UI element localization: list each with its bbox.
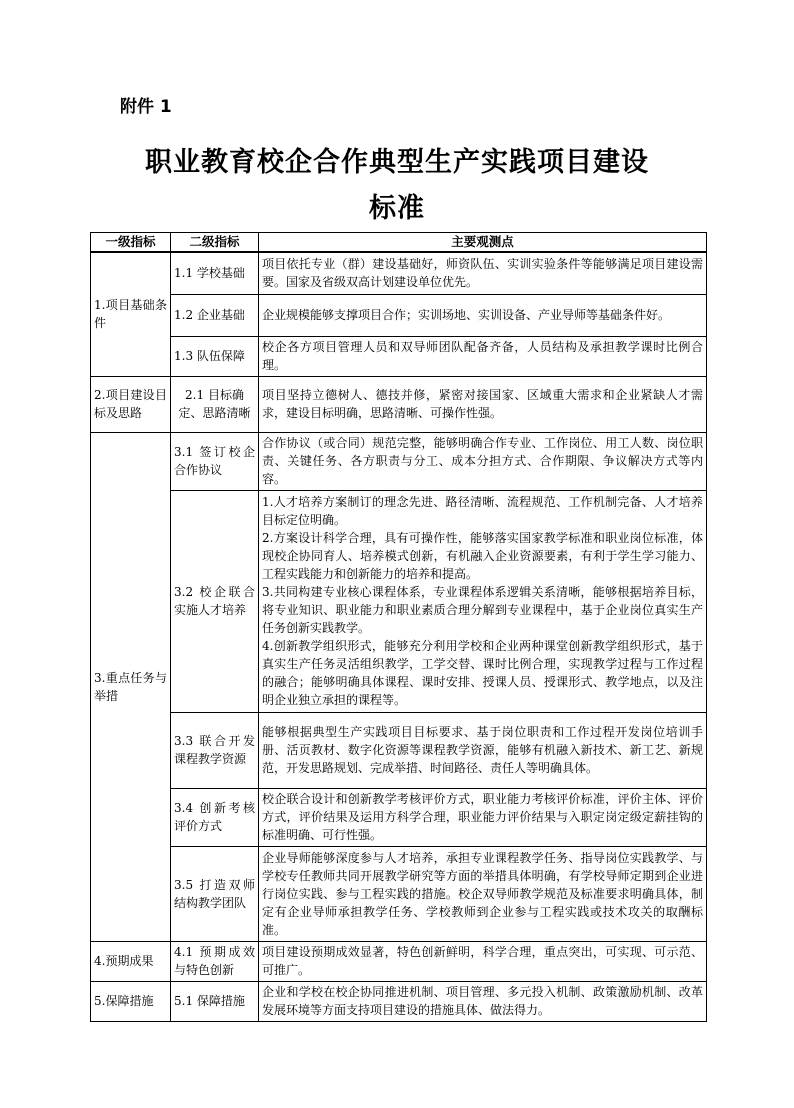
level2-cell: 3.4 创新考核评价方式 <box>171 788 259 846</box>
level2-cell: 4.1 预期成效与特色创新 <box>171 941 259 981</box>
header-observation-points: 主要观测点 <box>259 233 707 253</box>
observation-item: 3.共同构建专业核心课程体系，专业课程体系逻辑关系清晰，能够根据培养目标，将专业知识、职业能力和职业素质合理分解到专业课程中，基于企业岗位真实生产任务创新实践教学。 <box>262 585 703 635</box>
level1-cell: 4.预期成果 <box>91 941 171 981</box>
level2-cell: 1.1 学校基础 <box>171 252 259 294</box>
table-row <box>91 490 707 712</box>
standards-table <box>90 232 707 1022</box>
table-row <box>91 941 707 981</box>
observation-cell: 校企各方项目管理人员和双导师团队配备齐备，人员结构及承担教学课时比例合理。 <box>259 336 707 376</box>
level2-cell: 1.3 队伍保障 <box>171 336 259 376</box>
observation-cell: 企业和学校在校企协同推进机制、项目管理、多元投入机制、政策激励机制、改革发展环境等方面支持项目建设的措施具体、做法得力。 <box>259 981 707 1021</box>
table-row <box>91 376 707 432</box>
level1-cell: 3.重点任务与举措 <box>91 432 171 941</box>
observation-item: 2.方案设计科学合理，具有可操作性，能够落实国家教学标准和职业岗位标准，体现校企协同育人、培养模式创新，有机融入企业资源要素，有利于学生学习能力、工程实践能力和创新能力的培养和提高。 <box>262 531 703 581</box>
observation-cell: 校企联合设计和创新教学考核评价方式，职业能力考核评价标准，评价主体、评价方式，评价结果及运用方科学合理，职业能力评价结果与入职定岗定级定薪挂钩的标准明确、可行性强。 <box>259 788 707 846</box>
table-row <box>91 294 707 336</box>
observation-item: 4.创新教学组织形式，能够充分利用学校和企业两种课堂创新教学组织形式，基于真实生产任务灵活组织教学，工学交替、课时比例合理，实现教学过程与工作过程的融合；能够明确具体课程、课时安排、授课人员、授课形式、教学地点，以及注明企业独立承担的课程等。 <box>262 639 703 707</box>
document-title-line-1: 职业教育校企合作典型生产实践项目建设 <box>145 147 649 178</box>
level2-cell: 3.1 签订校企合作协议 <box>171 432 259 490</box>
document-title-line-2: 标准 <box>369 193 425 224</box>
table-row <box>91 788 707 846</box>
observation-cell: 能够根据典型生产实践项目目标要求、基于岗位职责和工作过程开发岗位培训手册、活页教材、数字化资源等课程教学资源，能够有机融入新技术、新工艺、新规范，开发思路规划、完成举措、时间路径、责任人等明确具体。 <box>259 712 707 788</box>
table-row <box>91 981 707 1021</box>
observation-cell: 项目坚持立德树人、德技并修，紧密对接国家、区域重大需求和企业紧缺人才需求，建设目标明确，思路清晰、可操作性强。 <box>259 376 707 432</box>
level2-cell: 1.2 企业基础 <box>171 294 259 336</box>
level2-cell: 5.1 保障措施 <box>171 981 259 1021</box>
level2-cell: 3.2 校企联合实施人才培养 <box>171 490 259 712</box>
observation-cell: 项目依托专业（群）建设基础好，师资队伍、实训实验条件等能够满足项目建设需要。国家及省级双高计划建设单位优先。 <box>259 252 707 294</box>
level1-cell: 1.项目基础条件 <box>91 252 171 376</box>
table-header-row <box>91 233 707 253</box>
level1-cell: 5.保障措施 <box>91 981 171 1021</box>
observation-cell: 企业导师能够深度参与人才培养，承担专业课程教学任务、指导岗位实践教学、与学校专任教师共同开展教学研究等方面的举措具体明确，有学校导师定期到企业进行岗位实践、参与工程实践的措施。校企双导师教学规范及标准要求明确具体，制定有企业导师承担教学任务、学校教师到企业参与工程实践或技术攻关的取酬标准。 <box>259 846 707 941</box>
table-row <box>91 432 707 490</box>
observation-item: 1.人才培养方案制订的理念先进、路径清晰、流程规范、工作机制完备、人才培养目标定位明确。 <box>262 495 703 527</box>
header-level1: 一级指标 <box>91 233 171 253</box>
table-row <box>91 846 707 941</box>
header-level2: 二级指标 <box>171 233 259 253</box>
level2-cell: 3.5 打造双师结构教学团队 <box>171 846 259 941</box>
table-row <box>91 252 707 294</box>
level2-cell: 3.3 联合开发课程教学资源 <box>171 712 259 788</box>
attachment-label: 附件 1 <box>120 97 172 117</box>
observation-cell: 企业规模能够支撑项目合作；实训场地、实训设备、产业导师等基础条件好。 <box>259 294 707 336</box>
observation-cell: 合作协议（或合同）规范完整，能够明确合作专业、工作岗位、用工人数、岗位职责、关键任务、各方职责与分工、成本分担方式、合作期限、争议解决方式等内容。 <box>259 432 707 490</box>
level2-cell: 2.1 目标确定、思路清晰 <box>171 376 259 432</box>
table-row <box>91 712 707 788</box>
observation-cell: 项目建设预期成效显著，特色创新鲜明，科学合理，重点突出，可实现、可示范、可推广。 <box>259 941 707 981</box>
level1-cell: 2.项目建设目标及思路 <box>91 376 171 432</box>
observation-cell <box>259 490 707 712</box>
table-row <box>91 336 707 376</box>
